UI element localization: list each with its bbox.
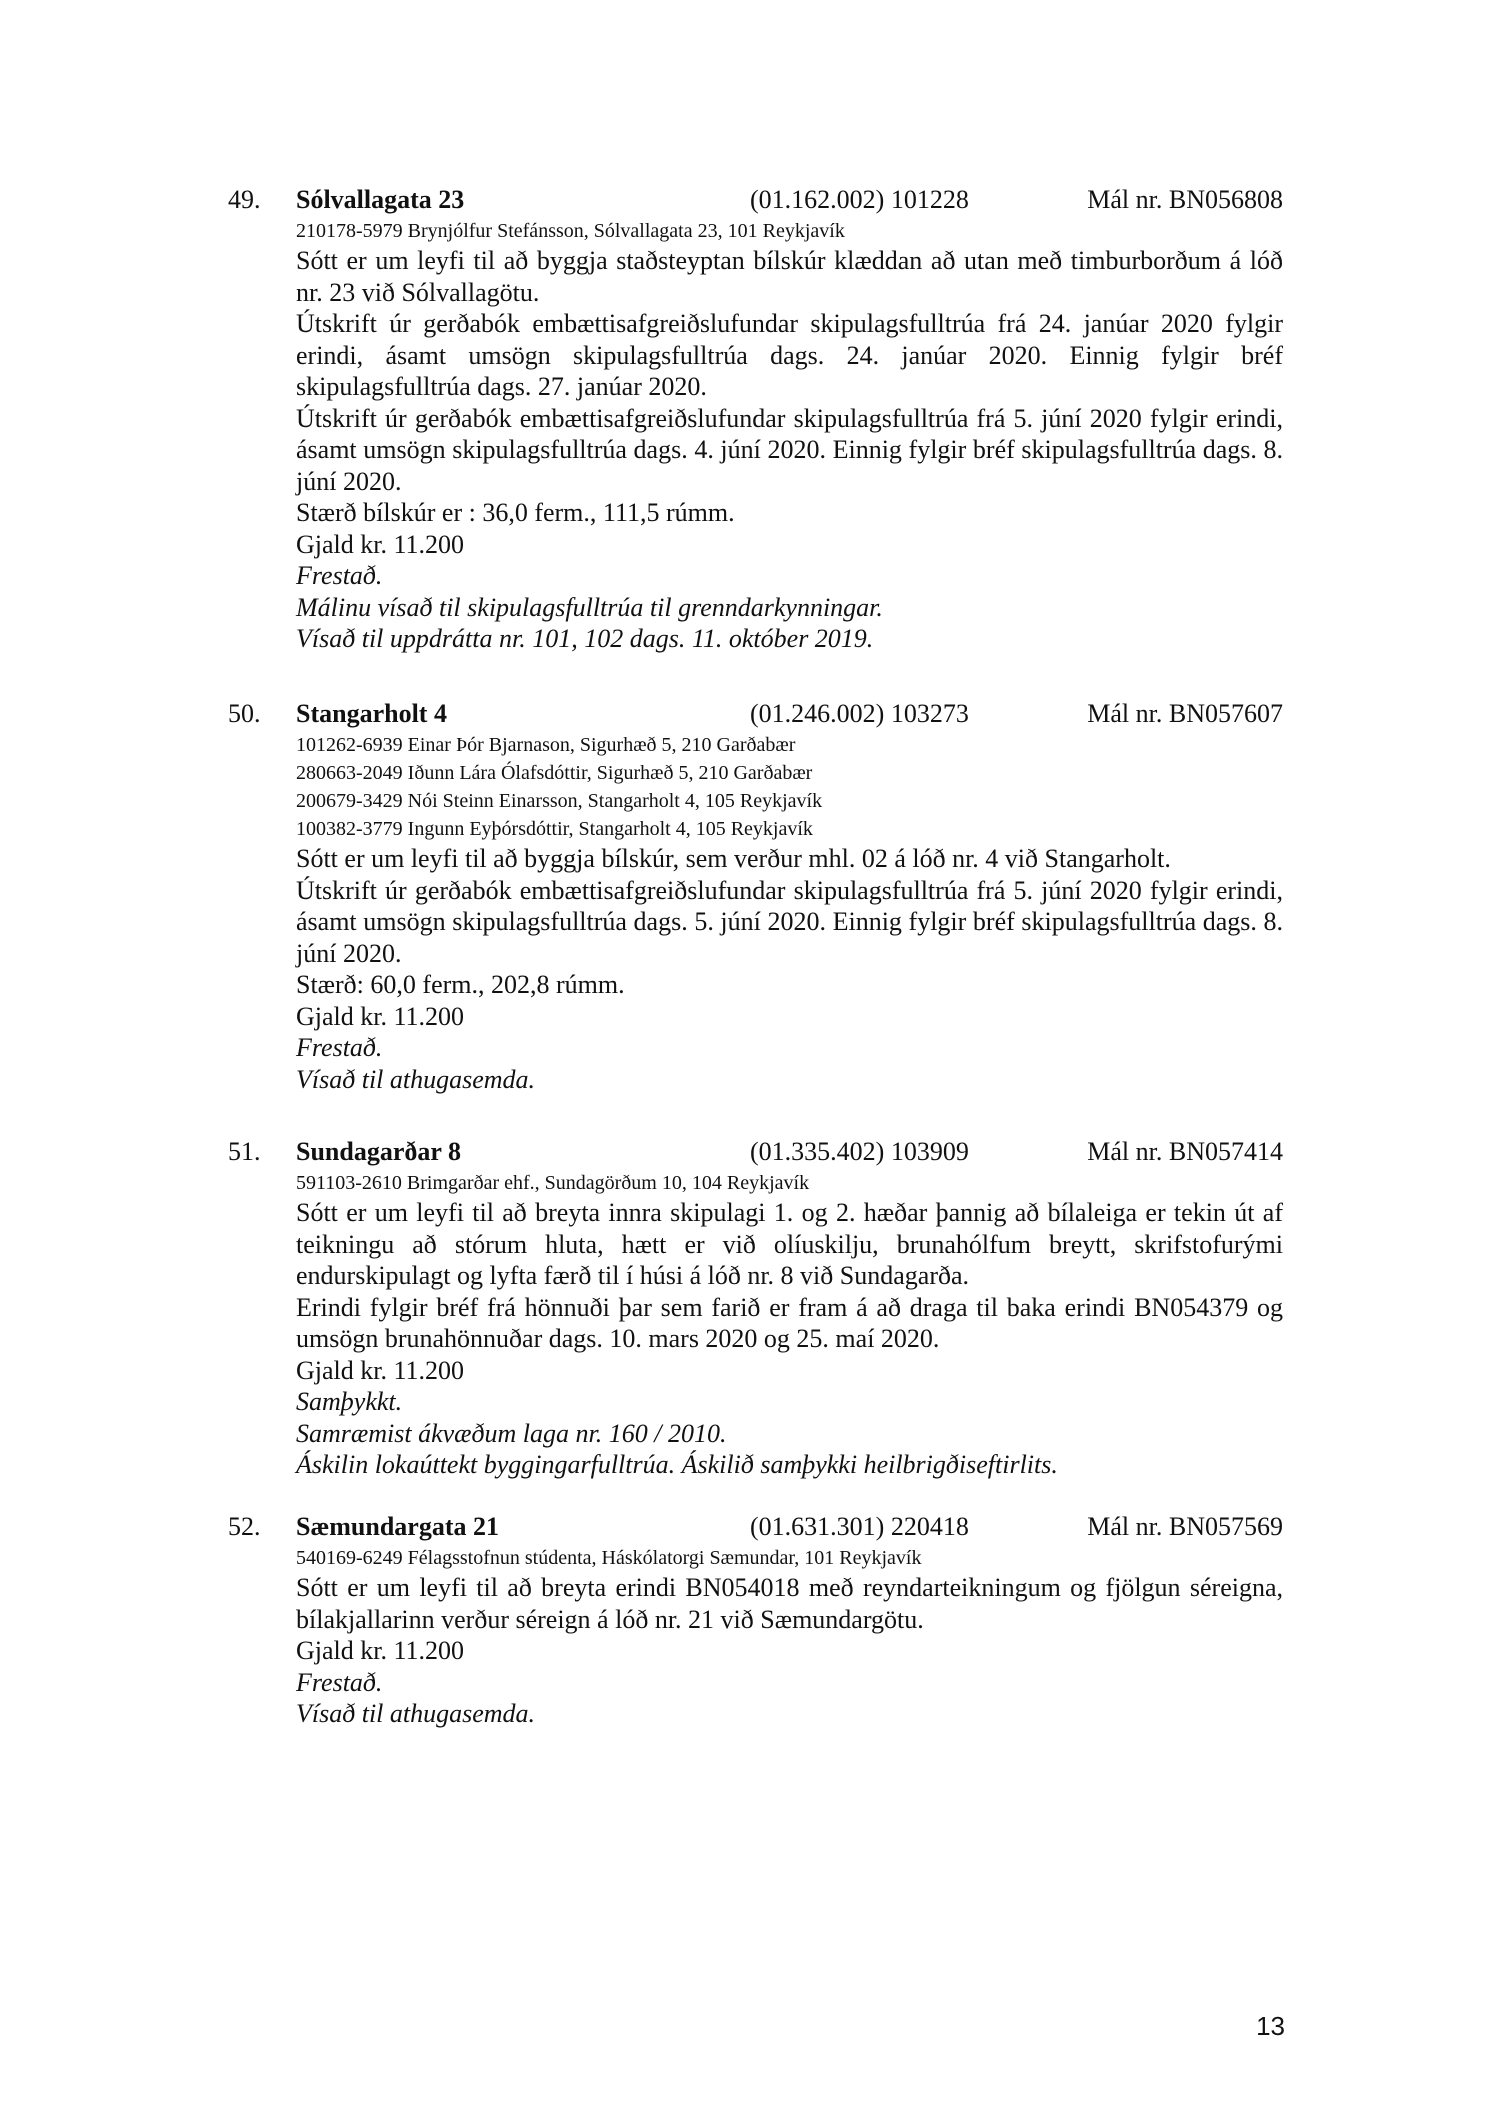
decision: Frestað. — [296, 1033, 383, 1062]
decision: Frestað. — [296, 1667, 383, 1697]
applicant-list — [296, 217, 1283, 245]
entry-number: 51. — [228, 1137, 261, 1166]
case-number: Mál nr. BN056808 — [1087, 185, 1283, 214]
description: Sótt er um leyfi til að breyta erindi BN054018 með reyndarteikningum og fjölgun séreigna, bílakjallarinn verður séreign á lóð nr. 21 við Sæmundargötu. — [296, 1573, 1283, 1634]
decision-note: Vísað til uppdrátta nr. 101, 102 dags. 11. október 2019. — [296, 624, 874, 653]
attachment-note: Útskrift úr gerðabók embættisafgreiðslufundar skipulagsfulltrúa frá 24. janúar 2020 fylgir erindi, ásamt umsögn skipulagsfulltrúa dags. 24. janúar 2020. Einnig fylgir bréf skipulagsfulltrúa dags. 27. janúar 2020. — [296, 309, 1283, 401]
decision-note: Samræmist ákvæðum laga nr. 160 / 2010. — [296, 1418, 727, 1448]
entry-number: 52. — [228, 1512, 261, 1541]
applicant: 101262-6939 Einar Þór Bjarnason, Sigurhæð 5, 210 Garðabær — [296, 734, 796, 756]
applicant-list — [296, 731, 1283, 843]
attachment-note: Erindi fylgir bréf frá hönnuði þar sem farið er fram á að draga til baka erindi BN054379 og umsögn brunahönnuðar dags. 10. mars 2020 og 25. maí 2020. — [296, 1292, 1283, 1353]
applicant: 100382-3779 Ingunn Eyþórsdóttir, Stangarholt 4, 105 Reykjavík — [296, 818, 813, 840]
property-code: (01.631.301) 220418 — [750, 1512, 969, 1541]
description: Sótt er um leyfi til að byggja staðsteyptan bílskúr klæddan að utan með timburborðum á lóð nr. 23 við Sólvallagötu. — [296, 246, 1283, 307]
case-number: Mál nr. BN057569 — [1087, 1512, 1283, 1541]
fee: Gjald kr. 11.200 — [296, 1636, 465, 1665]
fee: Gjald kr. 11.200 — [296, 1355, 465, 1385]
applicant-list — [296, 1169, 1283, 1197]
property-address: Sundagarðar 8 — [296, 1137, 461, 1166]
decision-note: Vísað til athugasemda. — [296, 1064, 536, 1094]
size-note: Stærð bílskúr er : 36,0 ferm., 111,5 rúmm. — [296, 498, 735, 527]
entry-header — [228, 183, 1283, 217]
property-code: (01.335.402) 103909 — [750, 1137, 969, 1166]
fee: Gjald kr. 11.200 — [296, 1001, 465, 1031]
case-entry-52 — [228, 1510, 1283, 1730]
applicant: 210178-5979 Brynjólfur Stefánsson, Sólvallagata 23, 101 Reykjavík — [296, 220, 845, 242]
applicant: 591103-2610 Brimgarðar ehf., Sundagörðum 10, 104 Reykjavík — [296, 1172, 810, 1194]
case-entry-49 — [228, 183, 1283, 655]
decision: Samþykkt. — [296, 1387, 403, 1416]
decision-note: Málinu vísað til skipulagsfulltrúa til grenndarkynningar. — [296, 592, 883, 622]
decision: Frestað. — [296, 561, 383, 590]
fee: Gjald kr. 11.200 — [296, 529, 465, 559]
description: Sótt er um leyfi til að byggja bílskúr, sem verður mhl. 02 á lóð nr. 4 við Stangarholt. — [296, 844, 1171, 873]
description: Sótt er um leyfi til að breyta innra skipulagi 1. og 2. hæðar þannig að bílaleiga er tekin út af teikningu að stórum hluta, hætt er við olíuskilju, brunahólfum breytt, skrifstofurými endurskipulagt og lyfta færð til í húsi á lóð nr. 8 við Sundagarða. — [296, 1198, 1283, 1290]
case-entry-51 — [228, 1135, 1283, 1481]
property-code: (01.162.002) 101228 — [750, 185, 969, 214]
attachment-note: Útskrift úr gerðabók embættisafgreiðslufundar skipulagsfulltrúa frá 5. júní 2020 fylgir erindi, ásamt umsögn skipulagsfulltrúa dags. 4. júní 2020. Einnig fylgir bréf skipulagsfulltrúa dags. 8. júní 2020. — [296, 403, 1283, 496]
property-address: Sólvallagata 23 — [296, 185, 465, 214]
case-number: Mál nr. BN057607 — [1087, 699, 1283, 728]
case-number: Mál nr. BN057414 — [1087, 1137, 1283, 1166]
entry-header — [228, 1510, 1283, 1544]
applicant: 200679-3429 Nói Steinn Einarsson, Stangarholt 4, 105 Reykjavík — [296, 790, 823, 812]
entry-header — [228, 697, 1283, 731]
decision-note: Vísað til athugasemda. — [296, 1699, 536, 1728]
property-address: Sæmundargata 21 — [296, 1512, 499, 1541]
entry-number: 50. — [228, 699, 261, 728]
page-number: 13 — [1256, 2011, 1285, 2041]
property-code: (01.246.002) 103273 — [750, 699, 969, 728]
applicant-list — [296, 1544, 1283, 1572]
entry-header — [228, 1135, 1283, 1169]
property-address: Stangarholt 4 — [296, 699, 447, 728]
case-entry-50 — [228, 697, 1283, 1095]
applicant: 280663-2049 Iðunn Lára Ólafsdóttir, Sigurhæð 5, 210 Garðabær — [296, 762, 813, 784]
size-note: Stærð: 60,0 ferm., 202,8 rúmm. — [296, 970, 625, 999]
entry-number: 49. — [228, 185, 261, 214]
applicant: 540169-6249 Félagsstofnun stúdenta, Háskólatorgi Sæmundar, 101 Reykjavík — [296, 1547, 922, 1569]
decision-note: Áskilin lokaúttekt byggingarfulltrúa. Áskilið samþykki heilbrigðiseftirlits. — [296, 1450, 1058, 1479]
attachment-note: Útskrift úr gerðabók embættisafgreiðslufundar skipulagsfulltrúa frá 5. júní 2020 fylgir erindi, ásamt umsögn skipulagsfulltrúa dags. 5. júní 2020. Einnig fylgir bréf skipulagsfulltrúa dags. 8. júní 2020. — [296, 875, 1283, 968]
